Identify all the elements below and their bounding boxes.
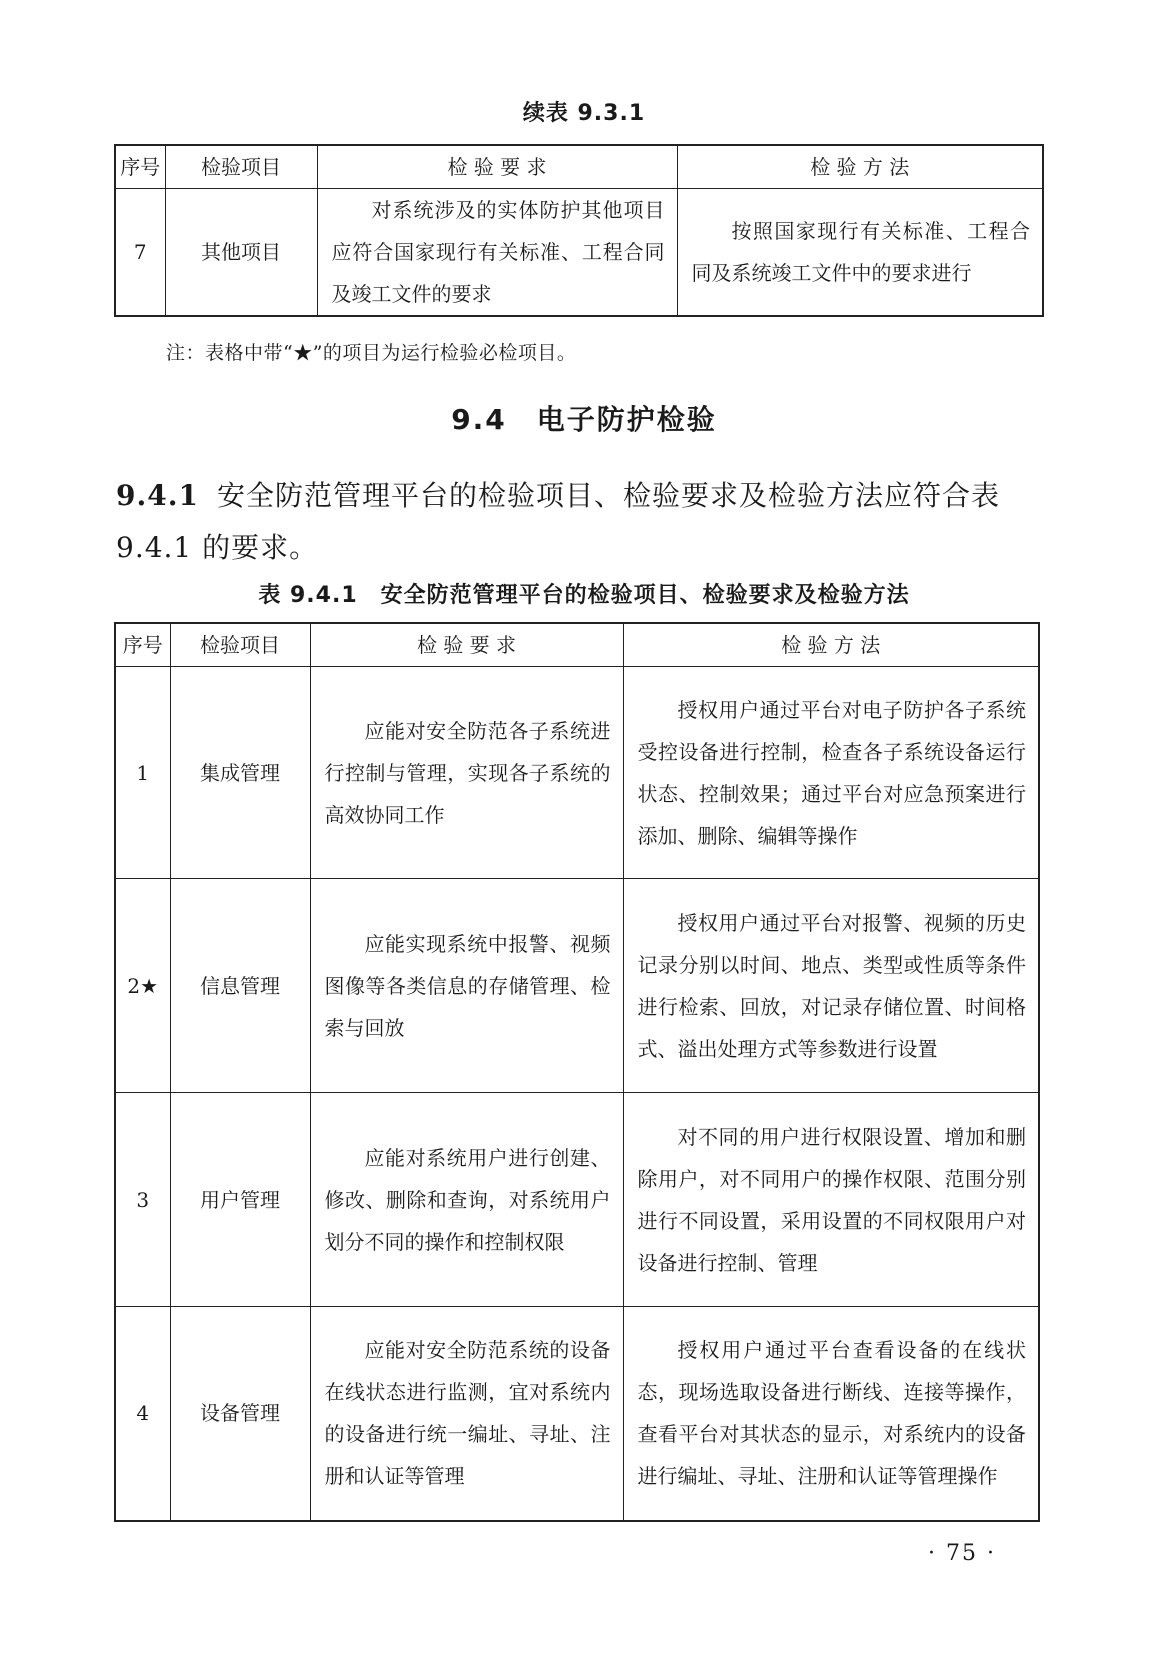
header-requirement: 检 验 要 求 (310, 623, 623, 667)
table-note: 注：表格中带“★”的项目为运行检验必检项目。 (166, 342, 577, 364)
row-requirement: 应能实现系统中报警、视频图像等各类信息的存储管理、检索与回放 (310, 879, 623, 1093)
row-requirement: 应能对系统用户进行创建、修改、删除和查询，对系统用户划分不同的操作和控制权限 (310, 1093, 623, 1307)
row-item: 集成管理 (170, 667, 310, 879)
row-no: 1 (115, 667, 170, 879)
row-item: 信息管理 (170, 879, 310, 1093)
row-requirement: 对系统涉及的实体防护其他项目应符合国家现行有关标准、工程合同及竣工文件的要求 (317, 189, 677, 317)
row-method: 按照国家现行有关标准、工程合同及系统竣工文件中的要求进行 (677, 189, 1043, 317)
header-item: 检验项目 (170, 623, 310, 667)
row-no: 4 (115, 1307, 170, 1521)
row-item: 用户管理 (170, 1093, 310, 1307)
clause-9-4-1 (116, 470, 1046, 574)
table-header-row (115, 145, 1043, 189)
table-9-4-1 (114, 622, 1040, 1522)
row-no: 2★ (115, 879, 170, 1093)
header-no: 序号 (115, 623, 170, 667)
row-item: 其他项目 (165, 189, 317, 317)
section-title: 9.4 电子防护检验 (451, 403, 717, 436)
table1-caption: 续表 9.3.1 (522, 101, 646, 126)
table-row (115, 1307, 1039, 1521)
table-row (115, 189, 1043, 317)
header-no: 序号 (115, 145, 165, 189)
row-method: 授权用户通过平台查看设备的在线状态，现场选取设备进行断线、连接等操作，查看平台对其状态的显示，对系统内的设备进行编址、寻址、注册和认证等管理操作 (623, 1307, 1039, 1521)
table-header-row (115, 623, 1039, 667)
row-method: 授权用户通过平台对报警、视频的历史记录分别以时间、地点、类型或性质等条件进行检索、回放，对记录存储位置、时间格式、溢出处理方式等参数进行设置 (623, 879, 1039, 1093)
header-method: 检 验 方 法 (677, 145, 1043, 189)
clause-number: 9.4.1 (116, 479, 199, 512)
row-item: 设备管理 (170, 1307, 310, 1521)
table-9-3-1-continued (114, 144, 1044, 317)
row-requirement: 应能对安全防范各子系统进行控制与管理，实现各子系统的高效协同工作 (310, 667, 623, 879)
row-method: 授权用户通过平台对电子防护各子系统受控设备进行控制，检查各子系统设备运行状态、控制效果；通过平台对应急预案进行添加、删除、编辑等操作 (623, 667, 1039, 879)
row-method: 对不同的用户进行权限设置、增加和删除用户，对不同用户的操作权限、范围分别进行不同设置，采用设置的不同权限用户对设备进行控制、管理 (623, 1093, 1039, 1307)
table-row (115, 667, 1039, 879)
header-requirement: 检 验 要 求 (317, 145, 677, 189)
row-no: 7 (115, 189, 165, 317)
table2-caption: 表 9.4.1 安全防范管理平台的检验项目、检验要求及检验方法 (258, 583, 910, 608)
header-item: 检验项目 (165, 145, 317, 189)
clause-text: 安全防范管理平台的检验项目、检验要求及检验方法应符合表 9.4.1 的要求。 (116, 479, 1000, 564)
page-number: · 75 · (928, 1541, 996, 1566)
header-method: 检 验 方 法 (623, 623, 1039, 667)
row-no: 3 (115, 1093, 170, 1307)
table-row (115, 879, 1039, 1093)
table-row (115, 1093, 1039, 1307)
row-requirement: 应能对安全防范系统的设备在线状态进行监测，宜对系统内的设备进行统一编址、寻址、注册和认证等管理 (310, 1307, 623, 1521)
